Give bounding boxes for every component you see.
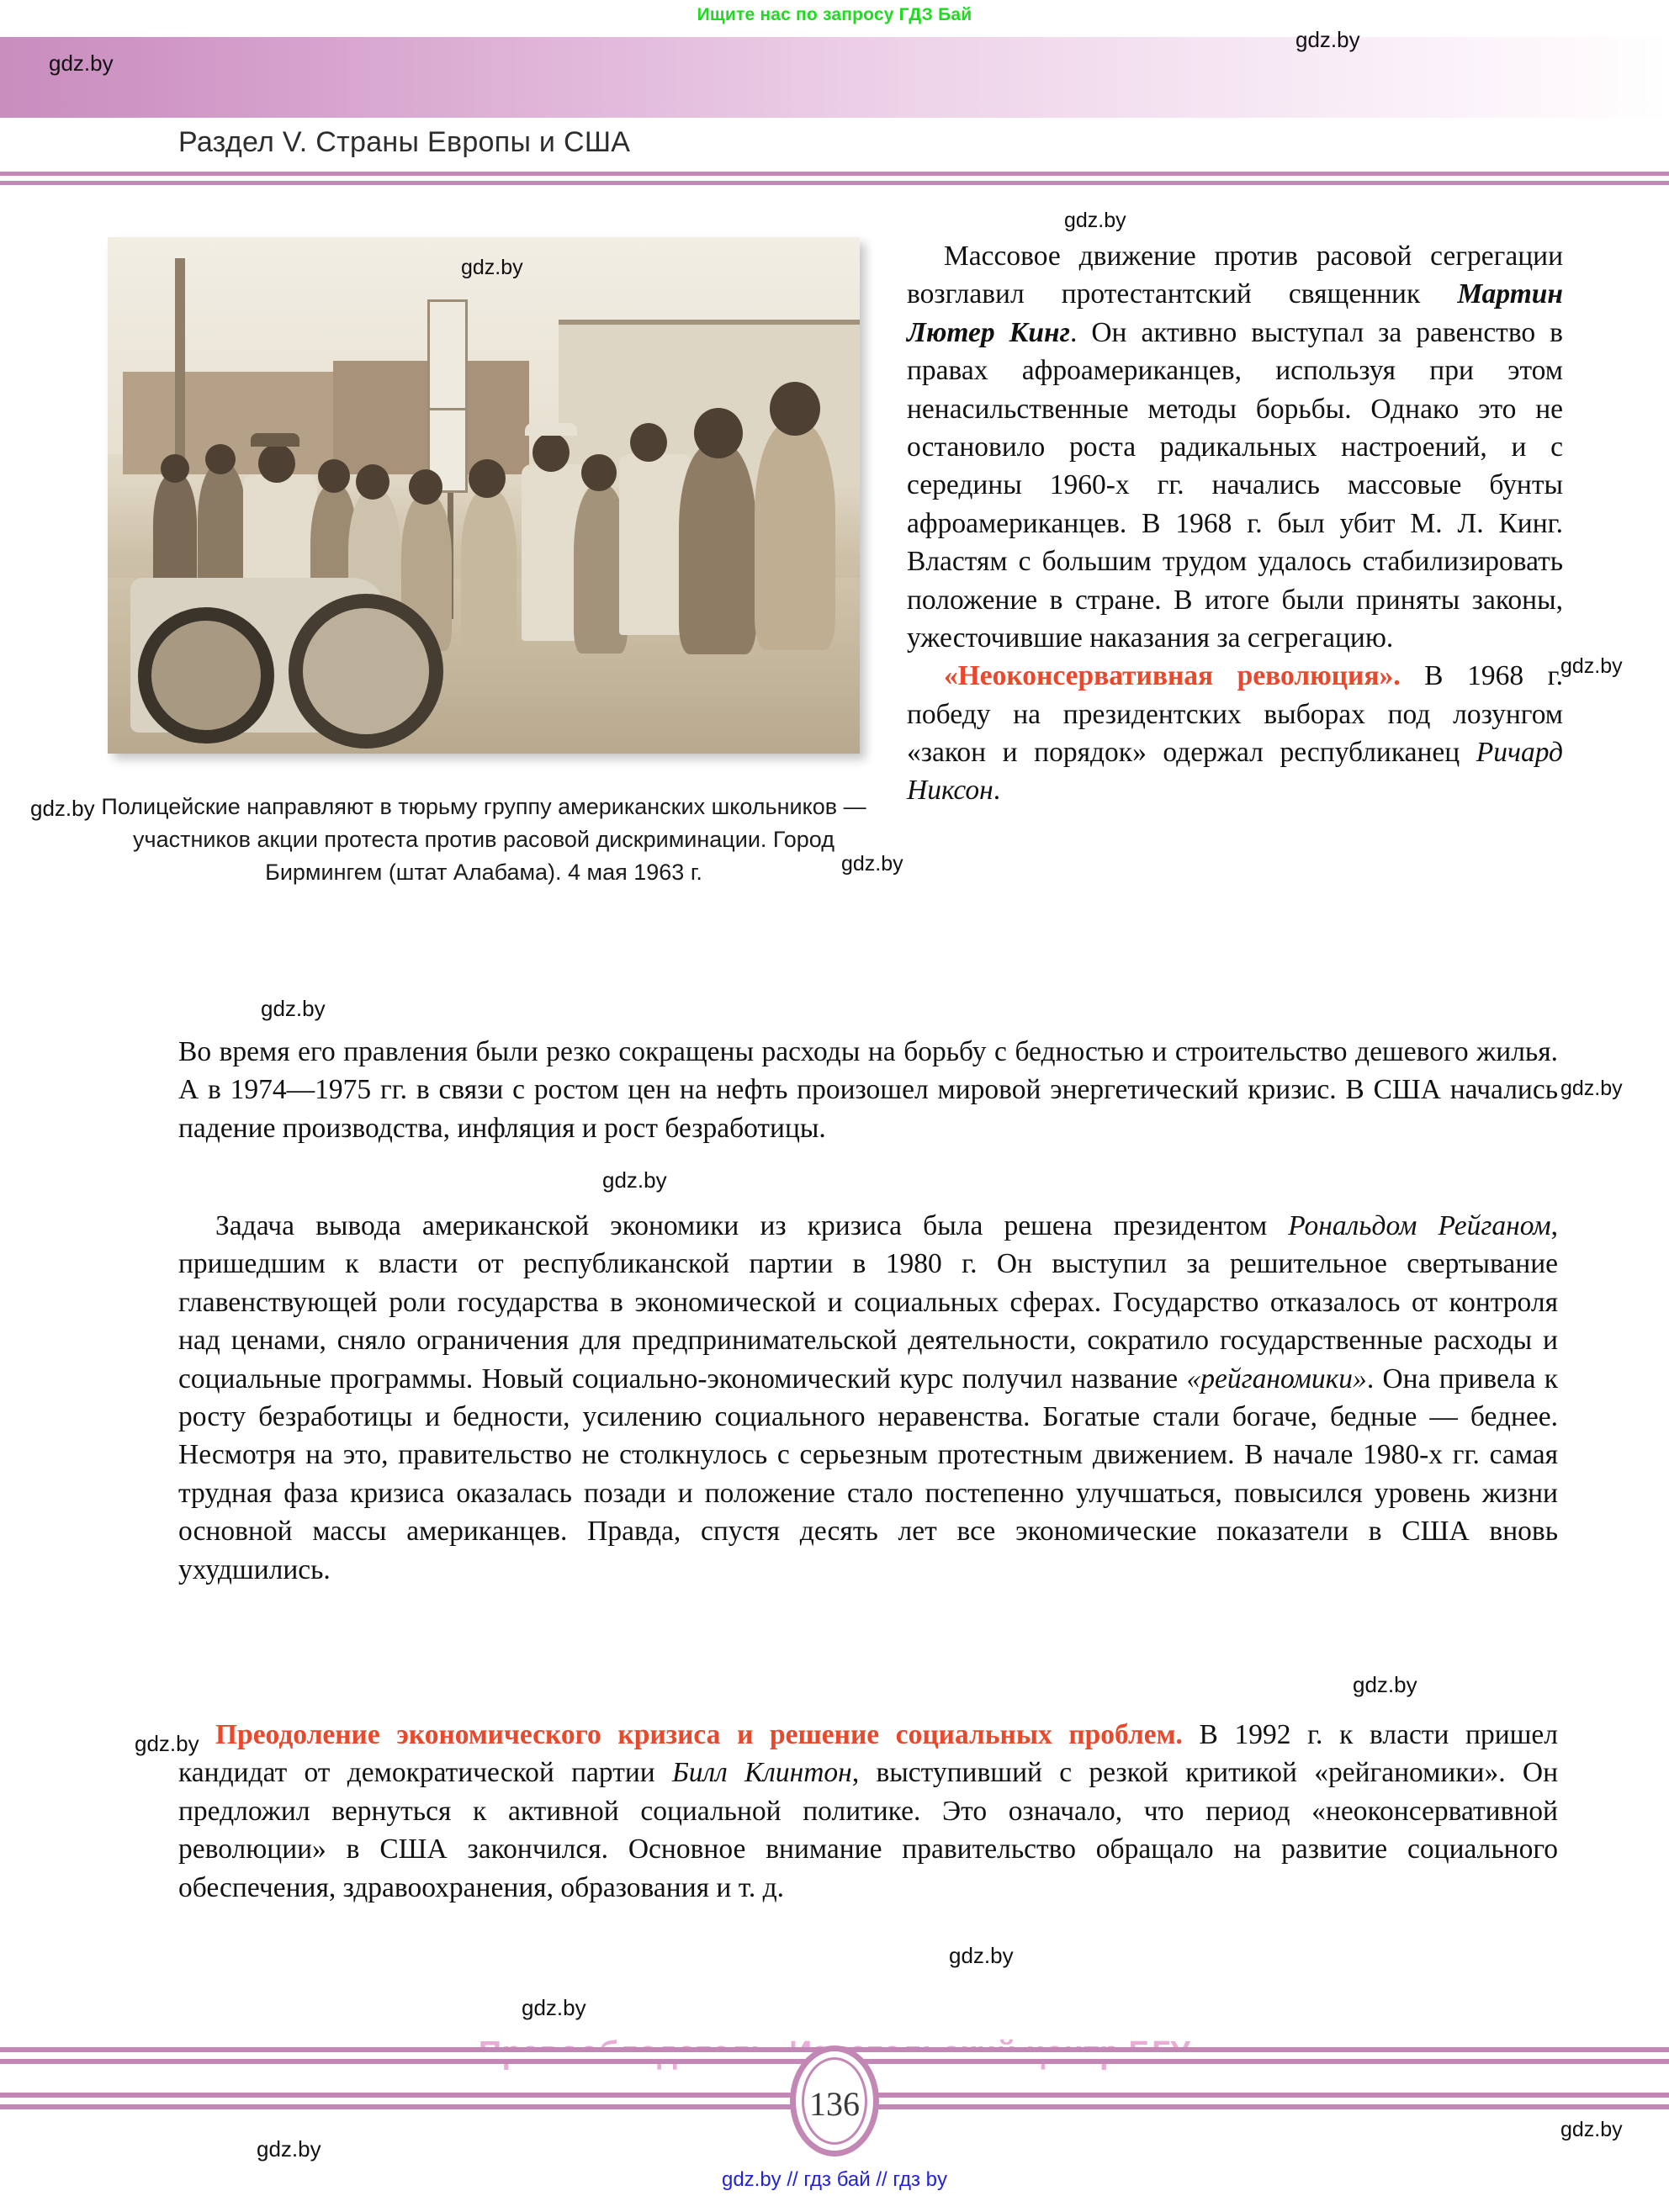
person-name-king: Мартин Лютер Кинг	[907, 278, 1563, 348]
historical-photo	[108, 237, 860, 754]
person-name-nixon: Ричард Никсон	[907, 737, 1563, 807]
watermark-gdz: gdz.by	[1295, 27, 1360, 52]
reagan-text-1: Задача вывода американской экономики из кризиса была решена президентом	[215, 1210, 1289, 1241]
reagan-text-2: , пришедшим к власти от республиканской партии в 1980 г. Он выступил за решительное свертывание главенствующей роли государства в экономической и социальных сферах. Государство отказалось от контроля над ценами, сняло ограничения для предпринимательской деятельности, сократило государственные расходы и социальные программы. Новый социально-экономический курс получил название	[178, 1210, 1558, 1394]
paragraph-reagan-body	[178, 1207, 1558, 1589]
king-text-after: . Он активно выступал за равенство в правах афроамериканцев, используя при этом ненасильственные методы борьбы. Однако это не остановило роста радикальных настроений, и с середины 1960-х гг. начались массовые бунты афроамериканцев. В 1968 г. был убит М. Л. Кинг. Властям с большим трудом удалось стабилизировать положение в стране. В итоге были приняты законы, ужесточившие наказания за сегрегацию.	[907, 316, 1563, 654]
footer-links[interactable]: gdz.by // гдз бай // гдз by	[721, 2168, 948, 2191]
photo-canvas	[108, 237, 860, 754]
paragraph-nixon-presidency	[178, 1033, 1558, 1147]
watermark-gdz: gdz.by	[135, 1731, 199, 1756]
person-name-reagan: Рональдом Рейганом	[1288, 1210, 1551, 1241]
header-decorative-band	[0, 37, 1669, 118]
nixon-text-before: В 1968 г. победу на президентских выборах под лозунгом «закон и порядок» одержал республиканец	[907, 660, 1563, 769]
watermark-gdz: gdz.by	[257, 2136, 321, 2162]
photo-watermark: gdz.by	[461, 256, 523, 279]
right-text-column	[907, 237, 1563, 810]
page-title: Раздел V. Страны Европы и США	[178, 126, 631, 158]
person-name-clinton: Билл Клинтон	[672, 1757, 852, 1789]
subheading-neoconservative-revolution: «Неоконсервативная революция».	[944, 660, 1401, 692]
paragraph-nixon-body: Во время его правления были резко сокращены расходы на борьбу с бедностью и строительство дешевого жилья. А в 1974—1975 гг. в связи с ростом цен на нефть произошел мировой энергетический кризис. В США начались падение производства, инфляция и рост безработицы.	[178, 1036, 1558, 1144]
page-number: 136	[809, 2085, 860, 2123]
paragraph-king	[907, 237, 1563, 657]
watermark-gdz: gdz.by	[841, 852, 903, 876]
watermark-gdz: gdz.by	[949, 1943, 1014, 1968]
subheading-overcoming-crisis: Преодоление экономического кризиса и решение социальных проблем.	[215, 1719, 1183, 1750]
watermark-gdz: gdz.by	[1560, 2118, 1623, 2141]
nixon-text-after: .	[993, 775, 1001, 807]
watermark-gdz: gdz.by	[522, 1995, 586, 2020]
watermark-gdz: gdz.by	[1560, 654, 1623, 678]
watermark-gdz: gdz.by	[602, 1167, 667, 1193]
watermark-gdz: gdz.by	[261, 996, 326, 1021]
reagan-text-3: . Она привела к росту безработицы и бедности, усилению социального неравенства. Богатые стали богаче, бедные — беднее. Несмотря на это, правительство не столкнулось с серьезным протестным движением. В начале 1980-х гг. самая трудная фаза кризиса оказалась позади и положение стало постепенно улучшаться, повысился уровень жизни основной массы американцев. Правда, спустя десять лет все экономические показатели в США вновь ухудшились.	[178, 1363, 1558, 1585]
king-text-before: Массовое движение против расовой сегрегации возглавил протестантский священник	[907, 241, 1563, 310]
watermark-gdz: gdz.by	[30, 796, 95, 821]
header-divider	[0, 172, 1669, 185]
photo-caption: Полицейские направляют в тюрьму группу американских школьников — участников акции протеста против расовой дискриминации. Город Бирмингем (штат Алабама). 4 мая 1963 г.	[101, 794, 866, 886]
clinton-text-1: В 1992 г. к власти пришел кандидат от демократической партии	[178, 1719, 1558, 1789]
paragraph-reagan-presidency	[178, 1207, 1558, 1589]
watermark-gdz: gdz.by	[49, 50, 114, 76]
paragraph-clinton-presidency	[178, 1716, 1558, 1907]
term-reaganomics: «рейганомики»	[1186, 1363, 1367, 1394]
watermark-gdz: gdz.by	[1560, 1077, 1623, 1100]
search-hint-banner: Ищите нас по запросу ГДЗ Бай	[697, 5, 972, 24]
paragraph-clinton-body	[178, 1716, 1558, 1907]
clinton-text-2: , выступивший с резкой критикой «рейганомики». Он предложил вернуться к активной социальной политике. Это означало, что период «неоконсервативной революции» в США закончился. Основное внимание правительство обращало на развитие социального обеспечения, здравоохранения, образования и т. д.	[178, 1757, 1558, 1903]
paragraph-nixon-intro	[907, 657, 1563, 810]
watermark-gdz: gdz.by	[1353, 1672, 1417, 1697]
watermark-gdz: gdz.by	[1064, 209, 1126, 232]
